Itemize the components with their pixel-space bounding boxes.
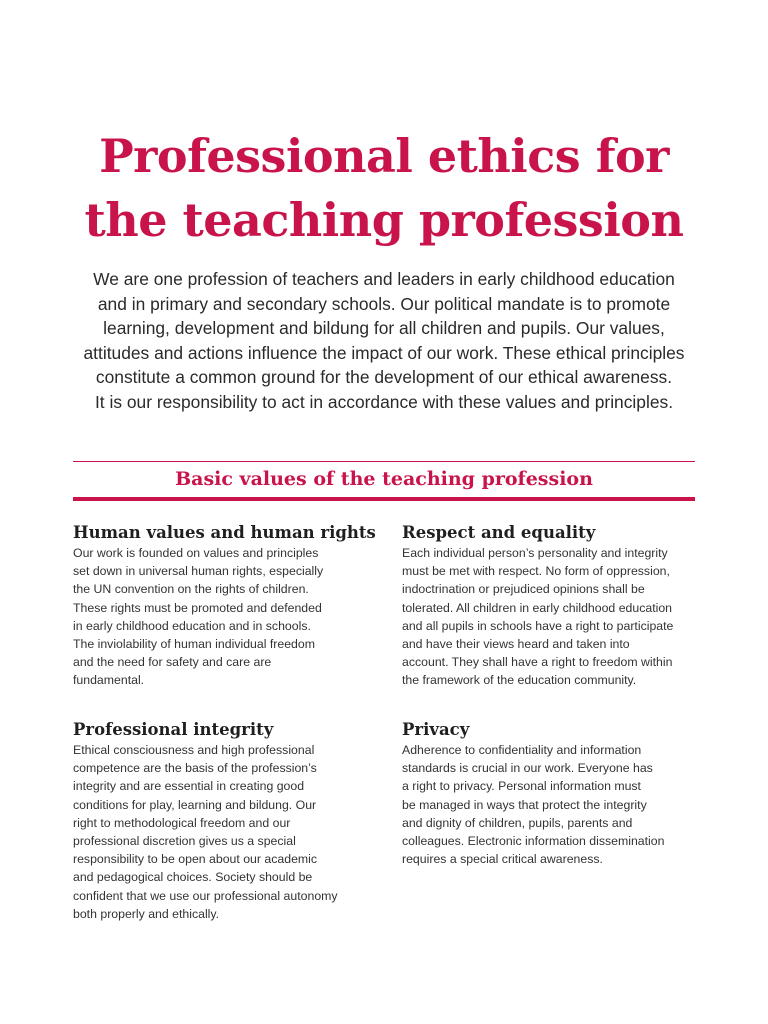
intro-line: We are one profession of teachers and leaders in early childhood education: [93, 269, 675, 289]
value-line: integrity and are essential in creating good: [73, 779, 305, 794]
value-line: both properly and ethically.: [73, 906, 220, 921]
value-line: and have their views heard and taken into: [402, 637, 630, 652]
intro-line: It is our responsibility to act in accordance with these values and principles.: [94, 391, 674, 412]
value-line: right to methodological freedom and our: [73, 815, 291, 830]
value-line: the framework of the education community.: [402, 673, 637, 688]
value-body: [73, 544, 373, 690]
section-bottom-divider: [73, 497, 695, 501]
value-body: [402, 741, 702, 868]
value-line: in early childhood education and in schools.: [73, 618, 311, 633]
value-line: standards is crucial in our work. Everyone has: [402, 761, 653, 776]
value-line: confident that we use our professional autonomy: [73, 888, 338, 903]
value-body: [402, 544, 702, 690]
value-line: and pedagogical choices. Society should be: [73, 870, 313, 885]
value-line: responsibility to be open about our academic: [73, 852, 318, 867]
value-block-human-rights: [73, 522, 376, 690]
value-block-respect-equality: [402, 522, 702, 690]
value-line: set down in universal human rights, especially: [73, 564, 324, 579]
value-line: indoctrination or prejudiced opinions shall be: [402, 582, 645, 597]
intro-line: attitudes and actions influence the impact of our work. These ethical principles: [83, 342, 685, 363]
value-line: colleagues. Electronic information dissemination: [402, 834, 665, 849]
value-line: fundamental.: [73, 673, 145, 688]
intro-line: constitute a common ground for the development of our ethical awareness.: [95, 367, 673, 388]
value-line: Our work is founded on values and principles: [73, 546, 319, 560]
value-body: [73, 741, 373, 923]
value-line: and all pupils in schools have a right to participate: [402, 618, 674, 633]
value-line: Adherence to confidentiality and information: [402, 743, 642, 757]
value-line: Each individual person’s personality and integrity: [402, 546, 668, 560]
value-line: The inviolability of human individual freedom: [73, 637, 315, 652]
value-line: requires a special critical awareness.: [402, 852, 603, 867]
value-line: These rights must be promoted and defended: [73, 600, 322, 615]
value-line: tolerated. All children in early childhood education: [402, 600, 673, 615]
value-line: Ethical consciousness and high professional: [73, 743, 315, 757]
value-heading: Privacy: [402, 720, 470, 739]
value-line: account. They shall have a right to freedom within: [402, 655, 673, 670]
section-heading: Basic values of the teaching profession: [175, 468, 593, 490]
value-line: conditions for play, learning and bildung. Our: [73, 797, 317, 812]
value-line: the UN convention on the rights of children.: [73, 582, 309, 597]
value-line: professional discretion gives us a special: [73, 834, 296, 849]
value-heading: Human values and human rights: [73, 523, 376, 542]
value-heading: Respect and equality: [402, 523, 596, 542]
title-line: the teaching profession: [84, 193, 684, 247]
section-top-divider: [73, 461, 695, 462]
value-line: be managed in ways that protect the integrity: [402, 797, 647, 812]
value-heading: Professional integrity: [73, 720, 274, 739]
intro-line: and in primary and secondary schools. Our political mandate is to promote: [97, 293, 671, 314]
value-line: a right to privacy. Personal information must: [402, 779, 641, 794]
intro-line: learning, development and bildung for all children and pupils. Our values,: [103, 318, 665, 339]
value-line: and the need for safety and care are: [73, 655, 272, 670]
value-block-privacy: [402, 719, 702, 868]
value-line: competence are the basis of the profession’s: [73, 761, 317, 776]
value-block-professional-integrity: [73, 719, 373, 923]
title-line: Professional ethics for: [99, 129, 669, 183]
page-title: [0, 124, 768, 252]
value-line: and dignity of children, pupils, parents and: [402, 815, 633, 830]
intro-paragraph: [50, 267, 718, 415]
value-line: must be met with respect. No form of oppression,: [402, 564, 670, 579]
